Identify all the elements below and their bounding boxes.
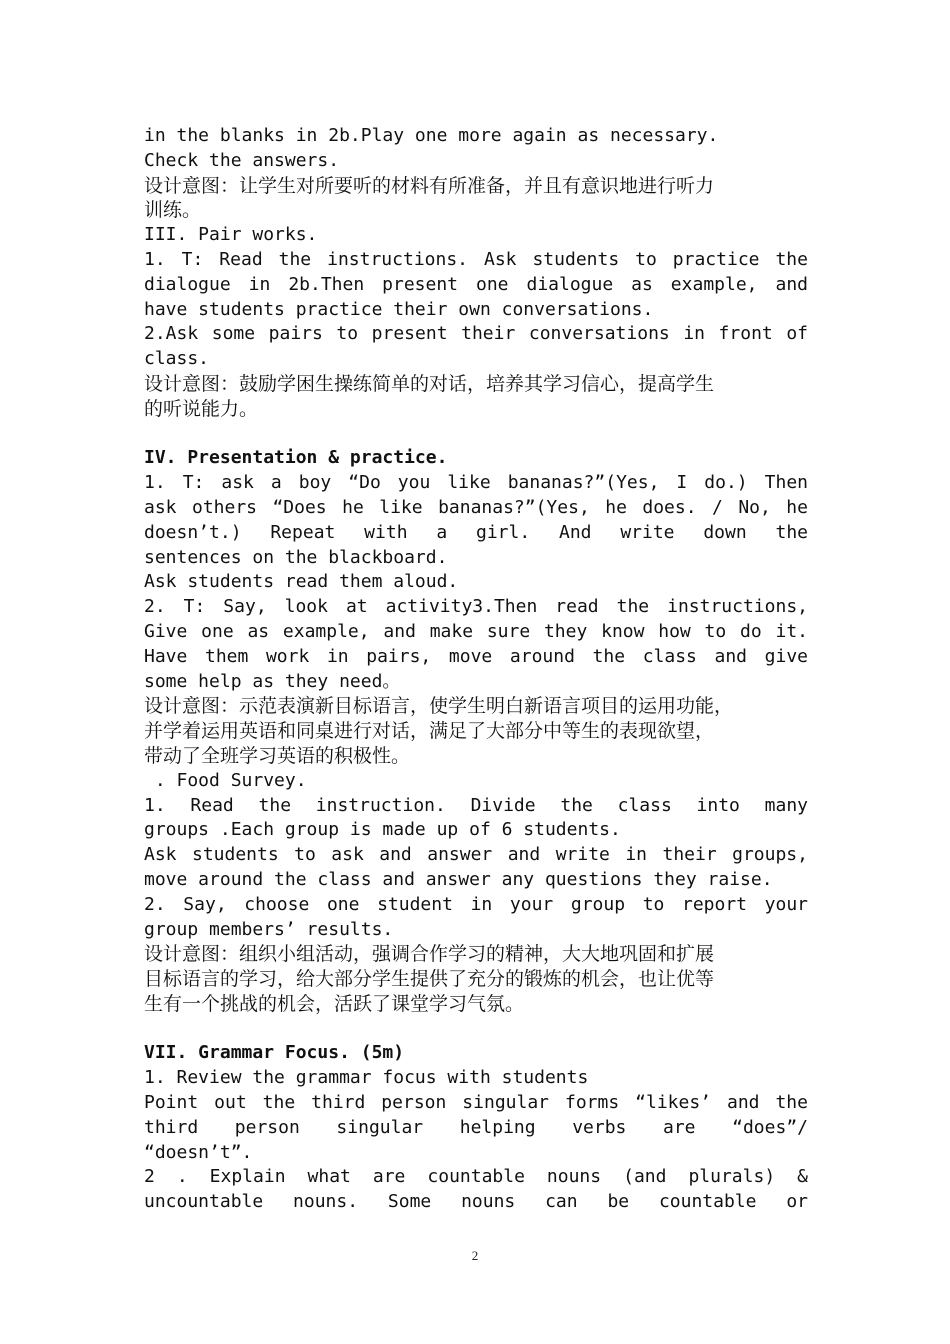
section-heading: IV. Presentation & practice. — [144, 447, 448, 469]
text-line: Have them work in pairs, move around the class and give — [144, 645, 808, 667]
text-line: doesn’t.) Repeat with a girl. And write down the — [144, 521, 808, 543]
text-line: ask others “Does he like bananas?”(Yes, he does. / No, he — [144, 496, 808, 518]
design-intent-line: 并学着运用英语和同桌进行对话，满足了大部分中等生的表现欲望， — [144, 720, 715, 743]
text-line: III. Pair works. — [144, 224, 318, 246]
design-intent-line: 设计意图：鼓励学困生操练简单的对话，培养其学习信心，提高学生 — [144, 372, 715, 395]
section-heading: VII. Grammar Focus. (5m) — [144, 1042, 405, 1064]
blank-line — [144, 422, 808, 447]
text-line: Ask students to ask and answer and write in their groups, — [144, 844, 808, 866]
text-line: Give one as example, and make sure they know how to do it. — [144, 620, 808, 642]
text-line: Check the answers. — [144, 149, 340, 171]
design-intent-line: 生有一个挑战的机会，活跃了课堂学习气氛。 — [144, 992, 525, 1015]
text-line: third person singular helping verbs are “does”/ — [144, 1116, 808, 1138]
design-intent-line: 带动了全班学习英语的积极性。 — [144, 744, 411, 767]
text-line: 1. Read the instruction. Divide the class into many — [144, 794, 808, 816]
text-line: dialogue in 2b.Then present one dialogue as example, and — [144, 273, 808, 295]
text-line: some help as they need。 — [144, 670, 401, 692]
text-line: move around the class and answer any questions they raise. — [144, 868, 773, 890]
text-line: 2. Say, choose one student in your group to report your — [144, 893, 808, 915]
text-line: 2.Ask some pairs to present their conversations in front of — [144, 323, 808, 345]
text-line: 1. T: Read the instructions. Ask students to practice the — [144, 248, 808, 270]
text-line: 1. T: ask a boy “Do you like bananas?”(Yes, I do.) Then — [144, 472, 808, 494]
text-line: “doesn’t”. — [144, 1141, 253, 1163]
design-intent-line: 训练。 — [144, 199, 202, 222]
text-line: Point out the third person singular forms “likes’ and the — [144, 1092, 808, 1114]
design-intent-line: 设计意图：让学生对所要听的材料有所准备，并且有意识地进行听力 — [144, 174, 715, 197]
text-line: groups .Each group is made up of 6 students. — [144, 819, 621, 841]
design-intent-line: 设计意图：组织小组活动，强调合作学习的精神，大大地巩固和扩展 — [144, 943, 715, 966]
document-body — [144, 124, 808, 1215]
text-line: 2. T: Say, look at activity3.Then read the instructions, — [144, 596, 808, 618]
text-line: Ask students read them aloud. — [144, 571, 459, 593]
page-number: 2 — [471, 1248, 479, 1263]
text-line: have students practice their own conversations. — [144, 298, 654, 320]
text-line: 1. Review the grammar focus with students — [144, 1067, 589, 1089]
design-intent-line: 的听说能力。 — [144, 397, 259, 420]
text-line: group members’ results. — [144, 918, 394, 940]
text-line: . Food Survey. — [144, 769, 307, 791]
design-intent-line: 设计意图：示范表演新目标语言，使学生明白新语言项目的运用功能， — [144, 695, 734, 718]
blank-line — [144, 1017, 808, 1042]
text-line: in the blanks in 2b.Play one more again as necessary. — [144, 125, 719, 146]
text-line: uncountable nouns. Some nouns can be countable or — [144, 1191, 808, 1213]
design-intent-line: 目标语言的学习，给大部分学生提供了充分的锻炼的机会，也让优等 — [144, 968, 715, 991]
text-line: class. — [144, 348, 210, 370]
text-line: 2 . Explain what are countable nouns (and plurals) & — [144, 1166, 808, 1188]
text-line: sentences on the blackboard. — [144, 546, 448, 568]
